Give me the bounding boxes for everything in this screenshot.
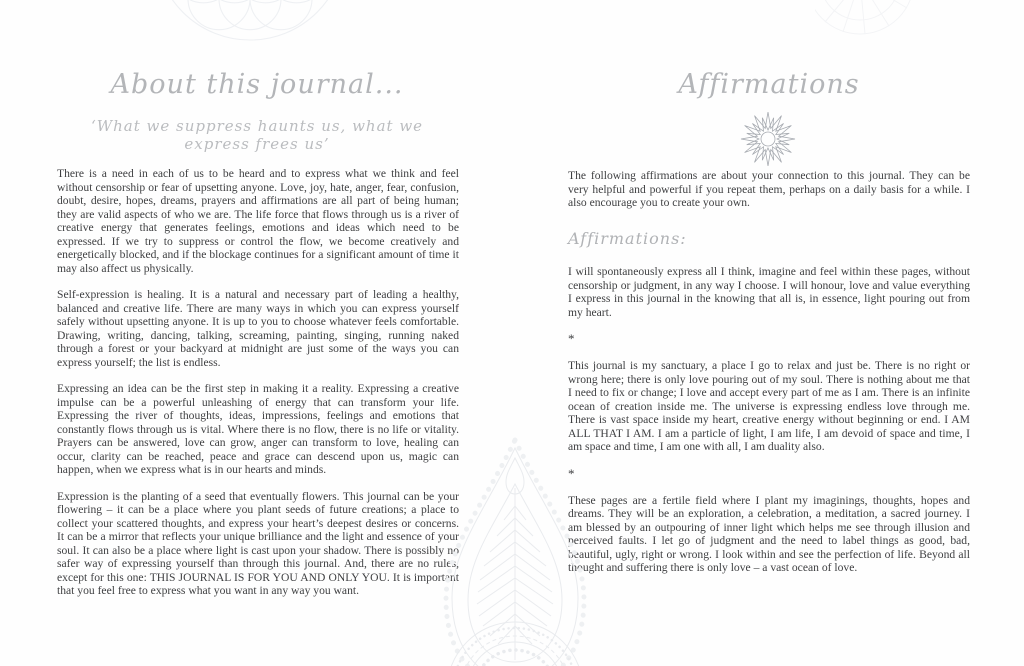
affirmations-subheading: Affirmations: bbox=[568, 229, 687, 248]
page-title-right: Affirmations bbox=[678, 69, 860, 100]
flower-of-life-ornament bbox=[140, 0, 360, 48]
affirmations-intro-block bbox=[568, 169, 970, 223]
journal-paragraph: Expressing an idea can be the first step in making it a reality. Expressing a creative impulse can be a powerful unleashing of energy that can transform your life. Expressing the river of thoughts, ideas, impressions, feelings and emotions that constantly flows through us is vital. Where there is no flow, there is no life or vitality. Prayers can be answered, love can grow, anger can transform to love, healing can occur, clarity can be reached, peace and grace can descend upon us, magic can happen, when we express what is in our hearts and minds. bbox=[57, 382, 459, 476]
journal-paragraph: Self-expression is healing. It is a natural and necessary part of leading a healthy, balanced and creative life. There are many ways in which you can express yourself safely without upsetting anyone. It is up to you to choose whatever feels comfortable. Drawing, writing, dancing, talking, screaming, painting, singing, running naked through a forest or your backyard at midnight are just some of the ways you can express yourself; the list is endless. bbox=[57, 288, 459, 369]
left-page-body bbox=[57, 167, 459, 611]
journal-paragraph: There is a need in each of us to be heard and to express what we think and feel without censorship or fear of upsetting anyone. Love, joy, hate, anger, fear, confusion, doubt, desire, hopes, dreams, prayers and affirmations are all part of being human; they are valid aspects of who we are. The life force that flows through us is a river of creative energy that generates feelings, emotions and ideas which need to be expressed. If we try to suppress or control the flow, we become creatively and energetically blocked, and if the blockage continues for a significant amount of time it may also affect us physically. bbox=[57, 167, 459, 275]
affirmations-list bbox=[568, 265, 970, 588]
affirmation-text: This journal is my sanctuary, a place I go to relax and just be. There is no right or wrong here; there is only love pouring out of my soul. There is nothing about me that I need to fix or change; I love and accept every part of me as I am. There is an infinite ocean of creation inside me. The universe is expressing endless love through me. There is vast space inside my heart, creative energy without beginning or end. I AM ALL THAT I AM. I am a particle of light, I am life, I am devoid of space and time, I am space and time, I am one with all, I am duality also. bbox=[568, 359, 970, 453]
journal-paragraph: Expression is the planting of a seed that eventually flowers. This journal can be your flowering – it can be a place where you plant seeds of future creations; a place to collect your scattered thoughts, and express your heart’s deepest desires or concerns. It can be a mirror that reflects your unique brilliance and the light and essence of your soul. It can also be a place where light is cast upon your shadow. There is possibly no safer way of expressing yourself than through this journal. And, there are no rules, except for this one: THIS JOURNAL IS FOR YOU AND ONLY YOU. It is important that you feel free to express what you want in any way you want. bbox=[57, 489, 459, 597]
separator-asterisk: * bbox=[568, 465, 575, 481]
affirmation-text: I will spontaneously express all I think, imagine and feel within these pages, without censorship or judgment, in any way I choose. I will honour, love and value everything I express in this journal in the knowing that all is, in essence, light pouring out from my heart. bbox=[568, 265, 970, 319]
affirmations-intro: The following affirmations are about your connection to this journal. They can be very helpful and powerful if you repeat them, perhaps on a daily basis for a while. I also encourage you to create your own. bbox=[568, 169, 970, 209]
journal-quote: ‘What we suppress haunts us, what we express frees us’ bbox=[90, 117, 424, 153]
page-title-left: About this journal... bbox=[110, 69, 404, 100]
affirmation-text: These pages are a fertile field where I plant my imaginings, thoughts, hopes and dreams. They will be an exploration, a celebration, a meditation, a sacred journey. I am blessed by an outpouring of inner light which helps me see through illusion and perceived faults. I let go of judgment and the need to label things as good, bad, beautiful, ugly, right or wrong. I look within and see the perfection of life. Beyond all thought and suffering there is only love – a vast ocean of love. bbox=[568, 493, 970, 574]
spirograph-star-icon bbox=[738, 112, 798, 166]
separator-asterisk: * bbox=[568, 331, 575, 346]
corner-mandala-ornament bbox=[815, 0, 925, 42]
